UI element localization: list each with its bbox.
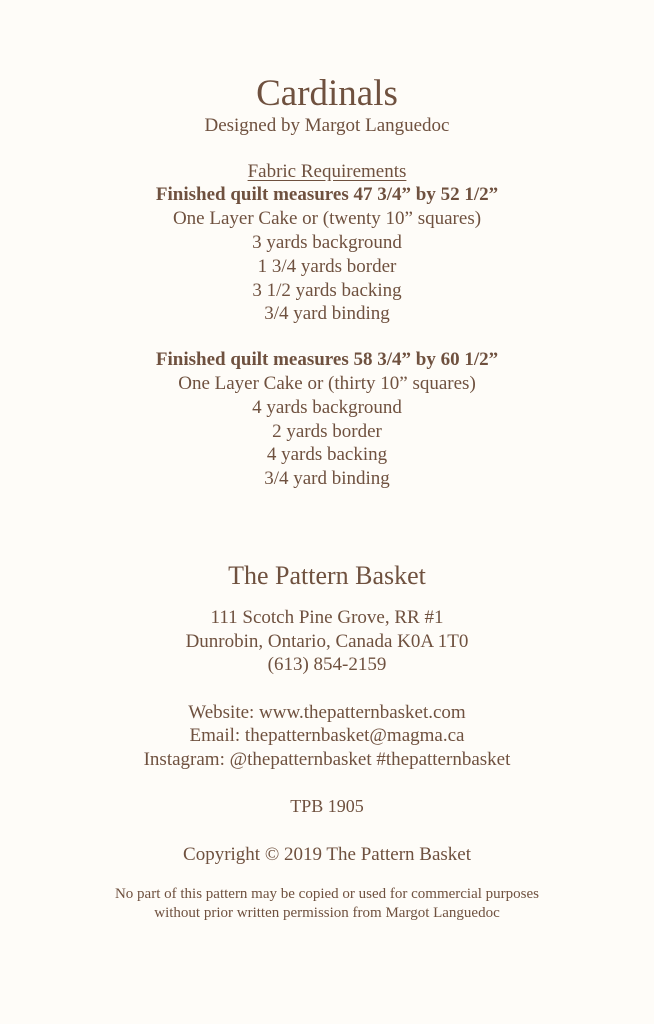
pattern-title: Cardinals [256,73,398,114]
size-1-item: 3 yards background [252,232,402,253]
website-line: Website: www.thepatternbasket.com [188,702,466,723]
size-2-item: 3/4 yard binding [264,468,390,489]
size-2-item: 4 yards backing [266,444,388,465]
phone-number: (613) 854-2159 [267,654,387,675]
designer-credit: Designed by Margot Languedoc [204,115,450,136]
size-1-item: One Layer Cake or (twenty 10” squares) [172,208,482,229]
size-1-measure: Finished quilt measures 47 3/4” by 52 1/2” [155,184,499,205]
notice-line: without prior written permission from Margot Languedoc [154,905,500,921]
size-1-item: 3 1/2 yards backing [252,280,402,301]
size-2-item: One Layer Cake or (thirty 10” squares) [178,373,476,394]
address-line: Dunrobin, Ontario, Canada K0A 1T0 [185,631,469,652]
fabric-requirements-heading: Fabric Requirements [247,161,407,182]
address-line: 111 Scotch Pine Grove, RR #1 [210,607,444,628]
size-1-item: 3/4 yard binding [264,303,390,324]
company-name: The Pattern Basket [228,561,426,590]
notice-line: No part of this pattern may be copied or used for commercial purposes [114,886,540,902]
size-1-item: 1 3/4 yards border [257,256,397,277]
copyright-line: Copyright © 2019 The Pattern Basket [183,844,471,865]
email-line: Email: thepatternbasket@magma.ca [189,725,465,746]
size-2-measure: Finished quilt measures 58 3/4” by 60 1/2” [155,349,499,370]
size-2-item: 4 yards background [252,397,402,418]
instagram-line: Instagram: @thepatternbasket #thepatternbasket [143,749,511,770]
size-2-item: 2 yards border [272,421,382,442]
pattern-code: TPB 1905 [290,796,364,816]
